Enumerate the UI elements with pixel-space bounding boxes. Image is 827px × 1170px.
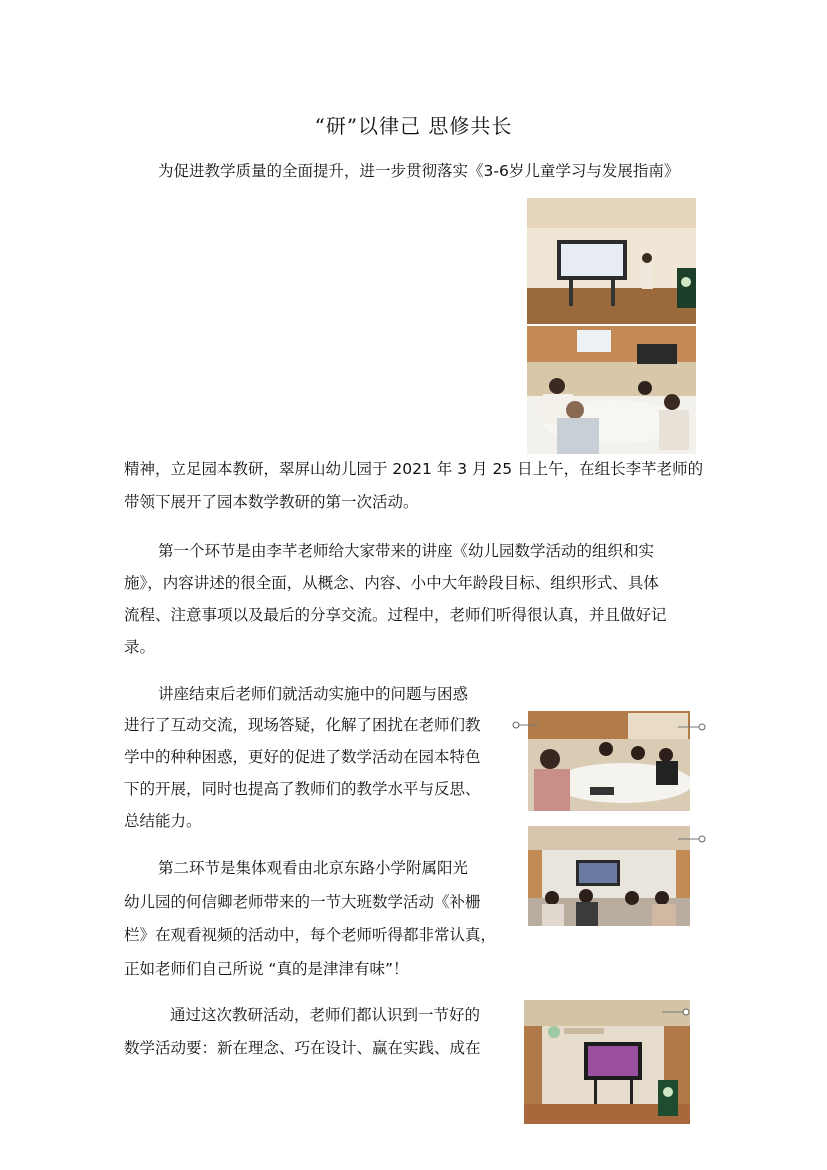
- paragraph-1-line-3: 带领下展开了园本数学教研的第一次活动。: [124, 493, 419, 511]
- pin-icon: [660, 1001, 690, 1009]
- paragraph-2-line-4: 录。: [124, 638, 156, 656]
- paragraph-5-line-2: 数学活动要：新在理念、巧在设计、赢在实践、成在: [124, 1039, 481, 1057]
- photo-lecture-presenter: [527, 198, 696, 324]
- paragraph-3-line-3: 学中的种种困惑，更好的促进了数学活动在园本特色: [124, 748, 481, 766]
- paragraph-4-line-4: 正如老师们自己所说 “真的是津津有味”！: [124, 960, 409, 978]
- paragraph-3-line-2: 进行了互动交流，现场答疑，化解了困扰在老师们教: [124, 716, 481, 734]
- paragraph-2-line-1: 第一个环节是由李芊老师给大家带来的讲座《幼儿园数学活动的组织和实: [158, 542, 655, 560]
- pin-icon: [676, 828, 706, 836]
- photo-activity-hall: [524, 1000, 690, 1124]
- page-title: “研”以律己 思修共长: [314, 114, 513, 138]
- pin-icon: [676, 716, 706, 724]
- photo-interactive-discussion: [528, 711, 690, 811]
- paragraph-4-line-3: 栏》在观看视频的活动中，每个老师听得都非常认真，: [124, 926, 497, 944]
- photo-teachers-taking-notes: [527, 326, 696, 454]
- paragraph-3-line-1: 讲座结束后老师们就活动实施中的问题与困惑: [158, 685, 469, 703]
- paragraph-2-line-3: 流程、注意事项以及最后的分享交流。过程中，老师们听得很认真，并且做好记: [124, 606, 667, 624]
- paragraph-5-line-1: 通过这次教研活动，老师们都认识到一节好的: [170, 1006, 481, 1024]
- paragraph-1-line-1: 为促进教学质量的全面提升，进一步贯彻落实《3-6岁儿童学习与发展指南》: [158, 162, 680, 180]
- paragraph-3-line-4: 下的开展，同时也提高了教师们的教学水平与反思、: [124, 780, 481, 798]
- paragraph-1-line-2: 精神，立足园本教研，翠屏山幼儿园于 2021 年 3 月 25 日上午，在组长李芊老师的: [124, 460, 704, 478]
- pin-icon: [512, 714, 542, 722]
- paragraph-4-line-2: 幼儿园的何信卿老师带来的一节大班数学活动《补栅: [124, 893, 481, 911]
- paragraph-3-line-5: 总结能力。: [124, 812, 202, 830]
- photo-watching-video: [528, 826, 690, 926]
- paragraph-4-line-1: 第二环节是集体观看由北京东路小学附属阳光: [158, 859, 469, 877]
- paragraph-2-line-2: 施》，内容讲述的很全面，从概念、内容、小中大年龄段目标、组织形式、具体: [124, 574, 659, 592]
